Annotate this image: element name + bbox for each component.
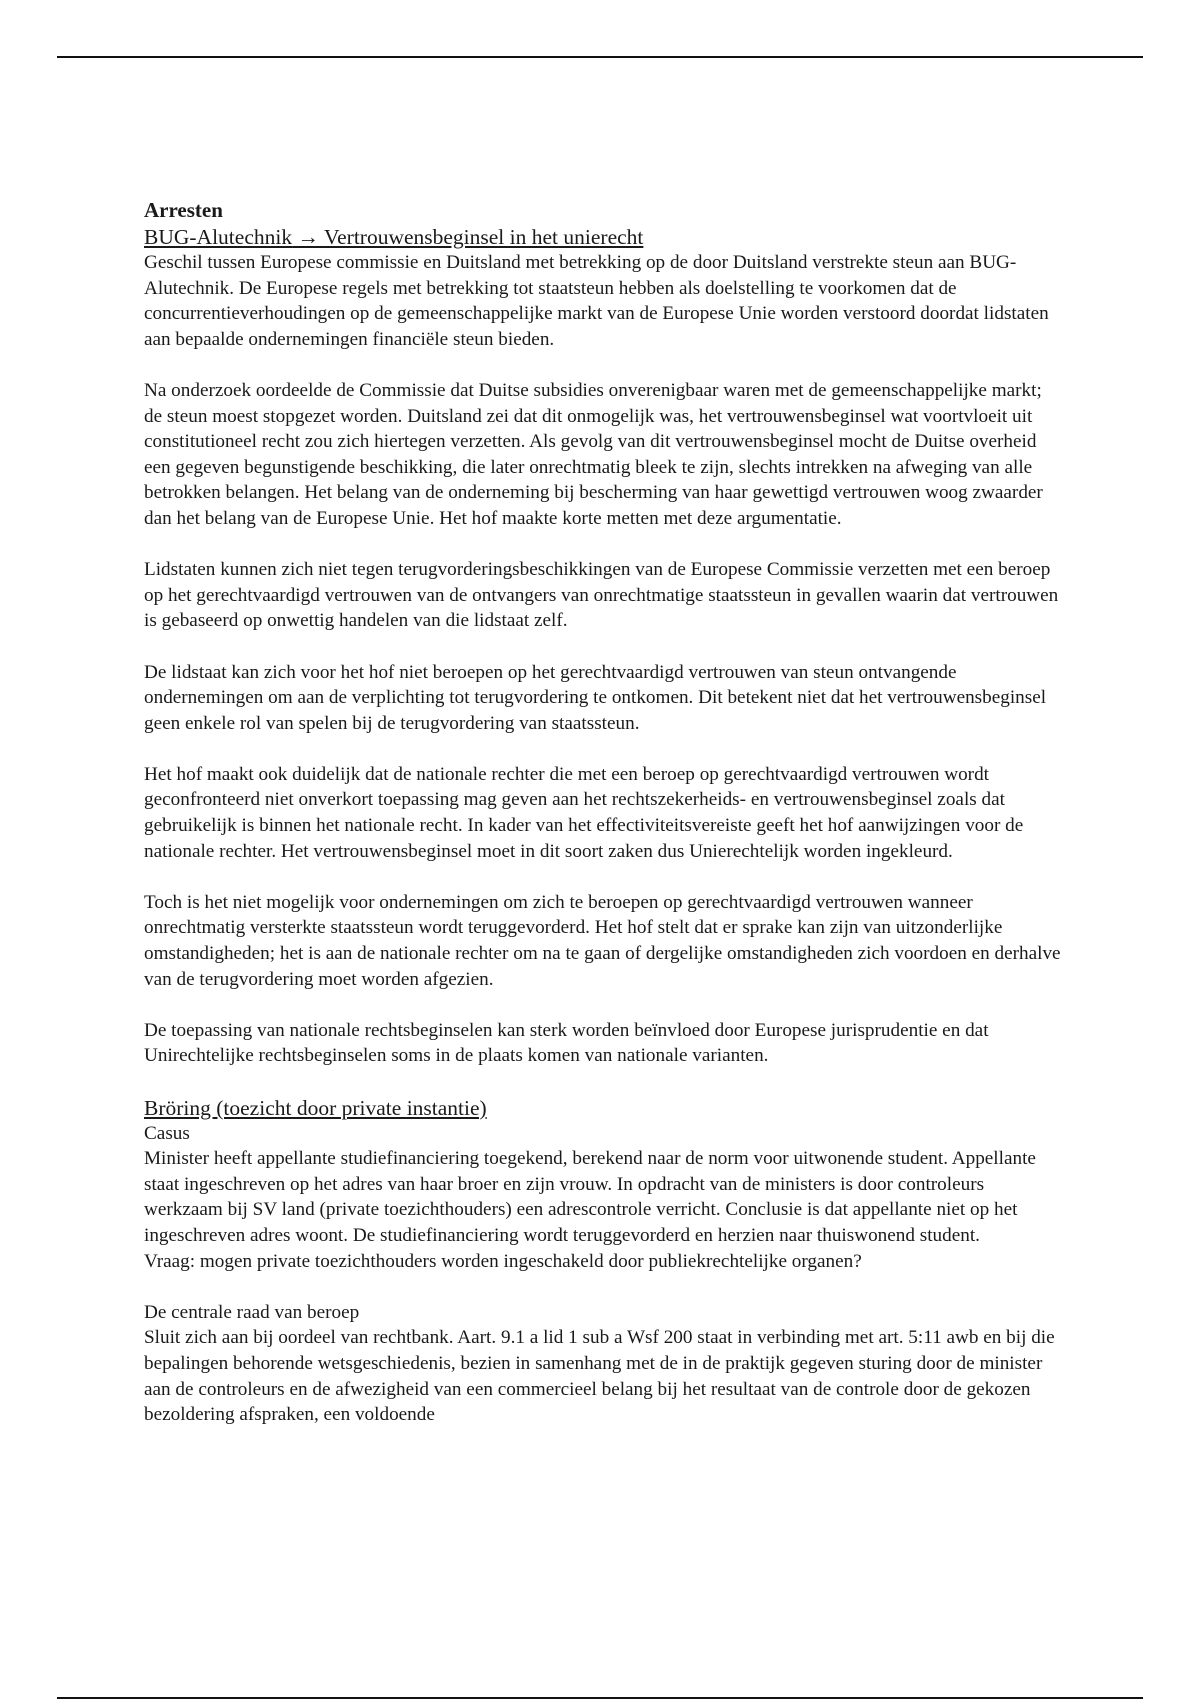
document-title: Arresten: [144, 198, 223, 222]
section-heading-bug-alutechnik: [144, 224, 1064, 250]
casus-text: Minister heeft appellante studiefinanciering toegekend, berekend naar de norm voor uitwonende student. Appellante staat ingeschreven op het adres van haar broer en zijn vrouw. In opdracht van de ministers is door controleurs werkzaam bij SV land (private toezichthouders) een adrescontrole verricht. Conclusie is dat appellante niet op het ingeschreven adres woont. De studiefinanciering wordt teruggevorderd en herzien naar thuiswonend student.: [144, 1148, 1036, 1246]
casus-label: Casus: [144, 1122, 190, 1144]
paragraph: Lidstaten kunnen zich niet tegen terugvorderingsbeschikkingen van de Europese Commissie verzetten met een beroep op het gerechtvaardigd vertrouwen van de ontvangers van onrechtmatige staatssteun in gevallen waarin dat vertrouwen is gebaseerd op onwettig handelen van die lidstaat zelf.: [144, 559, 1059, 632]
paragraph: De toepassing van nationale rechtsbeginselen kan sterk worden beïnvloed door Europese jurisprudentie en dat Unirechtelijke rechtsbeginselen soms in de plaats komen van nationale varianten.: [144, 1019, 989, 1067]
paragraph: Geschil tussen Europese commissie en Duitsland met betrekking op de door Duitsland verstrekte steun aan BUG-Alutechnik. De Europese regels met betrekking tot staatsteun hebben als doelstelling te voorkomen dat de concurrentieverhoudingen op de gemeenschappelijke markt van de Europese Unie worden verstoord doordat lidstaten aan bepaalde ondernemingen financiële steun bieden.: [144, 252, 1049, 350]
document-body: [144, 196, 1064, 1428]
section-heading-broring: Bröring (toezicht door private instantie): [144, 1095, 487, 1120]
paragraph: Toch is het niet mogelijk voor ondernemingen om zich te beroepen op gerechtvaardigd vertrouwen wanneer onrechtmatig versterkte staatssteun wordt teruggevorderd. Het hof stelt dat er sprake kan zijn van uitzonderlijke omstandigheden; het is aan de nationale rechter om na te gaan of dergelijke omstandigheden zich voordoen en derhalve van de terugvordering moet worden afgezien.: [144, 891, 1061, 990]
arrow-right-icon: →: [297, 225, 319, 249]
footer-rule: [57, 1697, 1143, 1699]
crvb-label: De centrale raad van beroep: [144, 1301, 360, 1323]
crvb-text: Sluit zich aan bij oordeel van rechtbank. Aart. 9.1 a lid 1 sub a Wsf 200 staat in verbinding met art. 5:11 awb en bij die bepalingen behorende wetsgeschiedenis, bezien in samenhang met de in de praktijk gegeven sturing door de minister aan de controleurs en de afwezigheid van een commercieel belang bij het resultaat van de controle door de gekozen bezoldering afspraken, een voldoende: [144, 1327, 1055, 1426]
heading-topic: Vertrouwensbeginsel in het unierecht: [323, 225, 644, 249]
header-rule: [57, 56, 1143, 58]
paragraph: Het hof maakt ook duidelijk dat de nationale rechter die met een beroep op gerechtvaardigd vertrouwen wordt geconfronteerd niet onverkort toepassing mag geven aan het rechtszekerheids- en vertrouwensbeginsel zoals dat gebruikelijk is binnen het nationale recht. In kader van het effectiviteitsvereiste geeft het hof aanwijzingen voor de nationale rechter. Het vertrouwensbeginsel moet in dit soort zaken dus Unierechtelijk worden ingekleurd.: [144, 763, 1024, 862]
heading-case-name: BUG-Alutechnik: [144, 225, 293, 249]
vraag-text: Vraag: mogen private toezichthouders worden ingeschakeld door publiekrechtelijke organen?: [144, 1250, 862, 1272]
paragraph: De lidstaat kan zich voor het hof niet beroepen op het gerechtvaardigd vertrouwen van steun ontvangende ondernemingen om aan de verplichting tot terugvordering te ontkomen. Dit betekent niet dat het vertrouwensbeginsel geen enkele rol van spelen bij de terugvordering van staatssteun.: [144, 661, 1047, 734]
paragraph: Na onderzoek oordeelde de Commissie dat Duitse subsidies onverenigbaar waren met de gemeenschappelijke markt; de steun moest stopgezet worden. Duitsland zei dat dit onmogelijk was, het vertrouwensbeginsel wat voortvloeit uit constitutioneel recht zou zich hiertegen verzetten. Als gevolg van dit vertrouwensbeginsel mocht de Duitse overheid een gegeven begunstigende beschikking, die later onrechtmatig bleek te zijn, slechts intrekken na afweging van alle betrokken belangen. Het belang van de onderneming bij bescherming van haar gewettigd vertrouwen woog zwaarder dan het belang van de Europese Unie. Het hof maakte korte metten met deze argumentatie.: [144, 379, 1043, 529]
